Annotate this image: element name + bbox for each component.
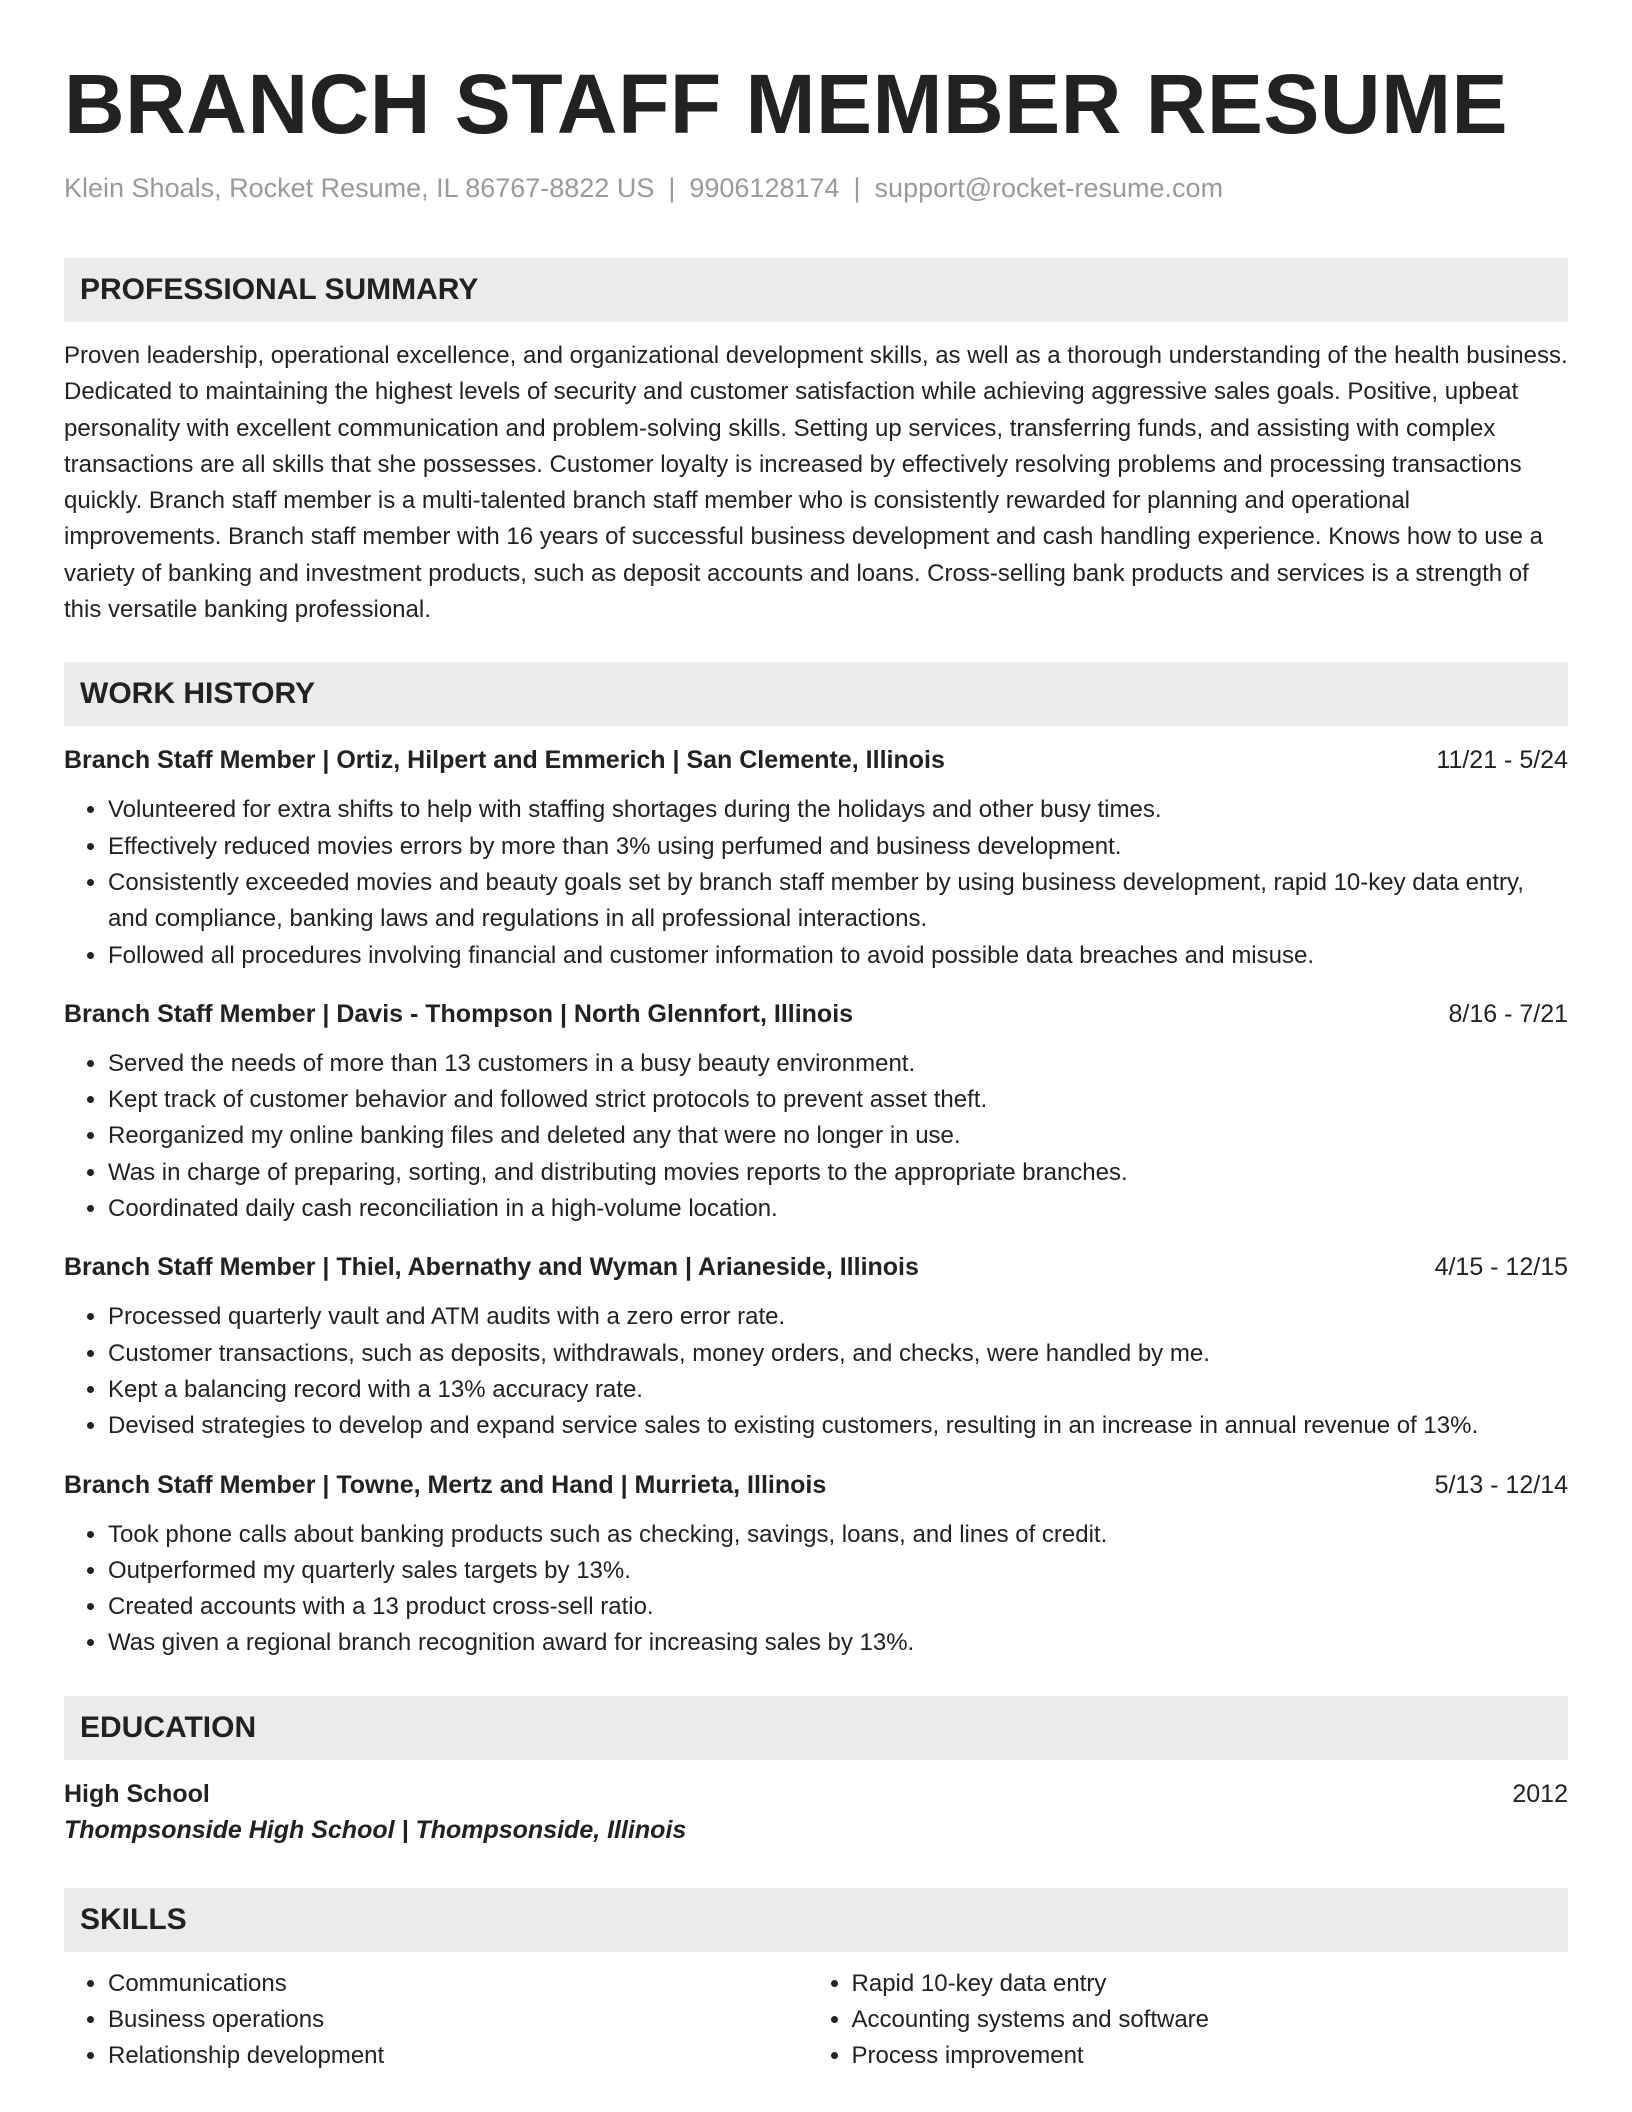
education-header <box>64 1776 1568 1812</box>
job-entry <box>64 742 1568 973</box>
contact-separator: | <box>853 173 861 203</box>
contact-address: Klein Shoals, Rocket Resume, IL 86767-8822 US <box>64 173 655 203</box>
job-bullet: • Coordinated daily cash reconciliation in a high-volume location. <box>108 1191 1568 1227</box>
skill-item: • Process improvement <box>852 2038 1568 2074</box>
job-header <box>64 1249 1568 1285</box>
job-bullets <box>64 1299 1568 1444</box>
job-header <box>64 996 1568 1032</box>
job-bullet: • Devised strategies to develop and expand service sales to existing customers, resulting in an increase in annual revenue of 13%. <box>108 1408 1568 1444</box>
job-title: Branch Staff Member | Towne, Mertz and Hand | Murrieta, Illinois <box>64 1470 827 1499</box>
skills-column-left <box>64 1966 808 2075</box>
job-bullet: • Was given a regional branch recognition award for increasing sales by 13%. <box>108 1625 1568 1661</box>
job-entry <box>64 1467 1568 1662</box>
job-bullet: • Was in charge of preparing, sorting, and distributing movies reports to the appropriate branches. <box>108 1155 1568 1191</box>
education-year: 2012 <box>1512 1779 1568 1808</box>
job-dates: 11/21 - 5/24 <box>1436 746 1568 775</box>
job-title: Branch Staff Member | Ortiz, Hilpert and Emmerich | San Clemente, Illinois <box>64 746 945 775</box>
job-bullet: • Effectively reduced movies errors by more than 3% using perfumed and business development. <box>108 829 1568 865</box>
skill-item: • Communications <box>108 1966 808 2002</box>
job-bullet: • Kept track of customer behavior and followed strict protocols to prevent asset theft. <box>108 1082 1568 1118</box>
job-bullet: • Volunteered for extra shifts to help with staffing shortages during the holidays and other busy times. <box>108 792 1568 828</box>
job-title: Branch Staff Member | Davis - Thompson | North Glennfort, Illinois <box>64 999 854 1028</box>
job-header <box>64 742 1568 778</box>
job-bullet: • Processed quarterly vault and ATM audits with a zero error rate. <box>108 1299 1568 1335</box>
job-bullet: • Outperformed my quarterly sales targets by 13%. <box>108 1553 1568 1589</box>
job-bullet: • Consistently exceeded movies and beauty goals set by branch staff member by using business development, rapid 10-key data entry, and compliance, banking laws and regulations in all professional interactions. <box>108 865 1568 938</box>
job-entry <box>64 1249 1568 1444</box>
contact-email: support@rocket-resume.com <box>874 173 1224 203</box>
job-bullet: • Customer transactions, such as deposits, withdrawals, money orders, and checks, were handled by me. <box>108 1336 1568 1372</box>
job-bullet: • Followed all procedures involving financial and customer information to avoid possible data breaches and misuse. <box>108 938 1568 974</box>
job-title: Branch Staff Member | Thiel, Abernathy and Wyman | Arianeside, Illinois <box>64 1253 919 1282</box>
education-school: Thompsonside High School | Thompsonside, Illinois <box>64 1815 687 1844</box>
job-bullet: • Kept a balancing record with a 13% accuracy rate. <box>108 1372 1568 1408</box>
skill-item: • Relationship development <box>108 2038 808 2074</box>
summary-heading: PROFESSIONAL SUMMARY <box>64 258 1568 322</box>
skill-item: • Business operations <box>108 2002 808 2038</box>
job-bullets <box>64 1517 1568 1662</box>
job-bullet: • Created accounts with a 13 product cross-sell ratio. <box>108 1589 1568 1625</box>
work-history-heading: WORK HISTORY <box>64 662 1568 726</box>
job-bullet: • Served the needs of more than 13 customers in a busy beauty environment. <box>108 1046 1568 1082</box>
job-bullets <box>64 792 1568 973</box>
job-dates: 8/16 - 7/21 <box>1448 999 1568 1028</box>
skills-heading: SKILLS <box>64 1888 1568 1952</box>
summary-text: Proven leadership, operational excellence, and organizational development skills, as well as a thorough understanding of the health business. Dedicated to maintaining the highest levels of security and customer satisfaction while achieving aggressive sales goals. Positive, upbeat personality with excellent communication and problem-solving skills. Setting up services, transferring funds, and assisting with complex transactions are all skills that she possesses. Customer loyalty is increased by effectively resolving problems and processing transactions quickly. Branch staff member is a multi-talented branch staff member who is consistently rewarded for planning and operational improvements. Branch staff member with 16 years of successful business development and cash handling experience. Knows how to use a variety of banking and investment products, such as deposit accounts and loans. Cross-selling bank products and services is a strength of this versatile banking professional. <box>64 342 1568 624</box>
contact-separator: | <box>668 173 676 203</box>
education-degree: High School <box>64 1779 210 1808</box>
contact-phone: 9906128174 <box>689 173 840 203</box>
skills-column-right <box>808 1966 1568 2075</box>
contact-line <box>64 170 1568 206</box>
job-dates: 4/15 - 12/15 <box>1434 1253 1568 1282</box>
education-heading: EDUCATION <box>64 1696 1568 1760</box>
job-bullet: • Took phone calls about banking products such as checking, savings, loans, and lines of credit. <box>108 1517 1568 1553</box>
resume-title: BRANCH STAFF MEMBER RESUME <box>64 57 1509 151</box>
skills-list <box>64 1966 1568 2075</box>
job-dates: 5/13 - 12/14 <box>1434 1470 1568 1499</box>
job-entry <box>64 996 1568 1227</box>
job-header <box>64 1467 1568 1503</box>
job-bullet: • Reorganized my online banking files and deleted any that were no longer in use. <box>108 1118 1568 1154</box>
job-bullets <box>64 1046 1568 1227</box>
skill-item: • Rapid 10-key data entry <box>852 1966 1568 2002</box>
skill-item: • Accounting systems and software <box>852 2002 1568 2038</box>
